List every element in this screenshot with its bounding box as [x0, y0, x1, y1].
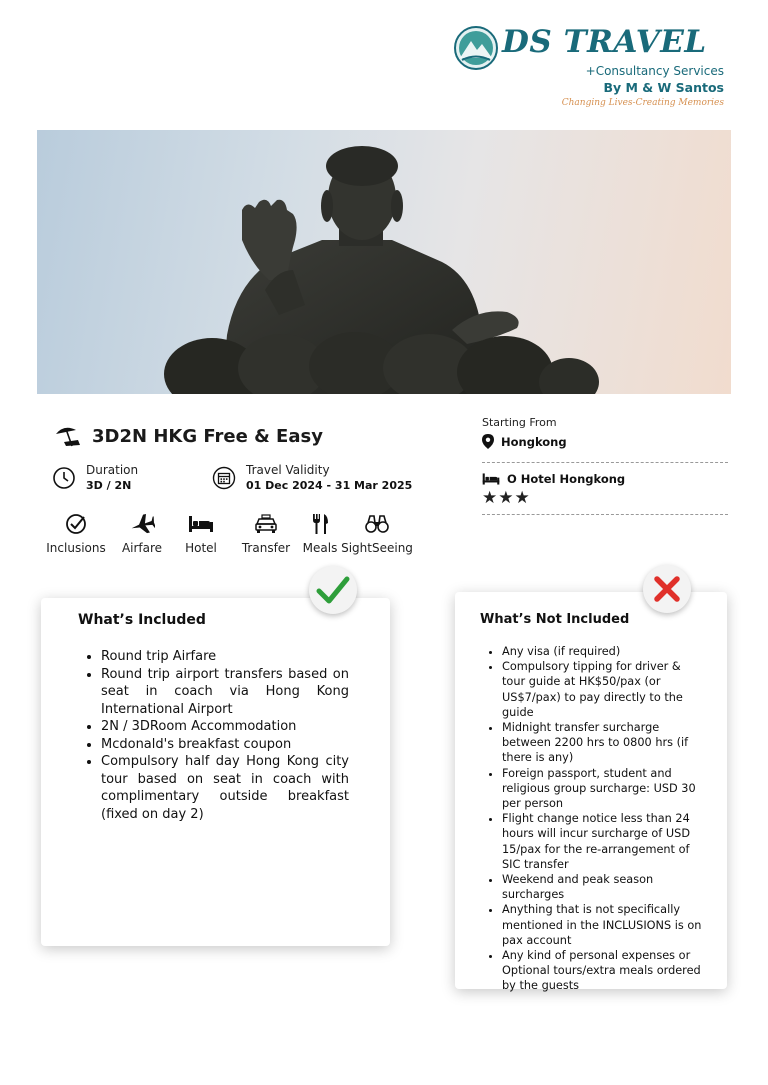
feature-label: Airfare: [121, 541, 163, 555]
check-circle-icon: [65, 513, 87, 535]
checkmark-icon: [316, 575, 350, 605]
calendar-icon: [212, 466, 236, 490]
utensils-icon: [311, 513, 329, 535]
feature-hotel: [176, 512, 226, 555]
not-included-badge: [643, 565, 691, 613]
feature-airfare: [112, 512, 172, 555]
star-rating: ★★★: [482, 488, 531, 508]
feature-label: Transfer: [241, 541, 291, 555]
feature-sightseeing: [342, 512, 412, 555]
list-item: • Mcdonald's breakfast coupon: [101, 736, 349, 754]
included-list: [81, 648, 349, 823]
binoculars-icon: [365, 514, 389, 534]
validity-label: Travel Validity: [246, 463, 330, 477]
buddha-statue-illustration: [37, 130, 731, 394]
location-pin-icon: [482, 434, 494, 449]
duration-label: Duration: [86, 463, 139, 477]
feature-meals: [300, 512, 340, 555]
not-included-card: [455, 592, 727, 993]
not-included-list: [482, 644, 704, 994]
validity-value: 01 Dec 2024 - 31 Mar 2025: [246, 479, 413, 492]
list-item: • Any kind of personal expenses or Optional tours/extra meals ordered by the guests: [502, 948, 704, 994]
list-item: • Foreign passport, student and religious group surcharge: USD 30 per person: [502, 766, 704, 812]
duration-block: [52, 463, 138, 492]
bed-icon: [188, 514, 214, 534]
beach-umbrella-icon: [52, 424, 84, 448]
feature-label: Hotel: [185, 541, 217, 555]
hero-image-buddha: [37, 130, 731, 394]
trip-info-panel: [482, 416, 728, 515]
brand-byline: By M & W Santos: [603, 80, 724, 95]
feature-label: Meals: [302, 541, 338, 555]
list-item: • 2N / 3DRoom Accommodation: [101, 718, 349, 736]
included-badge: [309, 566, 357, 614]
list-item: • Round trip Airfare: [101, 648, 349, 666]
hotel-row: [482, 472, 728, 486]
feature-inclusions: [44, 512, 108, 555]
included-card: [41, 598, 390, 946]
list-item: • Weekend and peak season surcharges: [502, 872, 704, 902]
validity-block: [212, 463, 412, 492]
list-item: • Midnight transfer surcharge between 2200 hrs to 0800 hrs (if there is any): [502, 720, 704, 766]
list-item: • Flight change notice less than 24 hours will incur surcharge of USD 15/pax for the re-arrangement of SIC transfer: [502, 811, 704, 872]
brand-name: DS TRAVEL: [502, 24, 707, 60]
list-item: • Any visa (if required): [502, 644, 704, 659]
trip-title-row: [52, 424, 323, 448]
feature-list: [44, 512, 412, 555]
included-heading: What’s Included: [78, 612, 206, 628]
divider: [482, 462, 728, 463]
hotel-name: O Hotel Hongkong: [507, 472, 626, 486]
brand-tagline: Changing Lives-Creating Memories: [561, 98, 724, 108]
airplane-icon: [129, 513, 155, 535]
bed-icon: [482, 472, 500, 486]
list-item: • Compulsory tipping for driver & tour guide at HK$50/pax (or US$7/pax) to pay directly to the guide: [502, 659, 704, 720]
clock-icon: [52, 466, 76, 490]
not-included-heading: What’s Not Included: [480, 612, 630, 627]
feature-transfer: [234, 512, 298, 555]
list-item: • Compulsory half day Hong Kong city tour based on seat in coach with complimentary outside breakfast (fixed on day 2): [101, 753, 349, 823]
divider: [482, 514, 728, 515]
brand-subtitle: +Consultancy Services: [585, 64, 724, 78]
feature-label: Inclusions: [46, 541, 106, 555]
feature-label: SightSeeing: [341, 541, 413, 555]
location-name: Hongkong: [501, 434, 567, 449]
list-item: • Anything that is not specifically mentioned in the INCLUSIONS is on pax account: [502, 902, 704, 948]
list-item: • Round trip airport transfers based on seat in coach via Hong Kong International Airport: [101, 666, 349, 719]
starting-location: [482, 434, 728, 449]
mountain-logo-icon: [454, 26, 498, 70]
cross-icon: [652, 574, 682, 604]
brand-logo: [454, 24, 724, 114]
starting-from-label: Starting From: [482, 416, 557, 429]
trip-title: 3D2N HKG Free & Easy: [92, 425, 323, 447]
car-icon: [254, 514, 278, 534]
duration-value: 3D / 2N: [86, 479, 132, 492]
